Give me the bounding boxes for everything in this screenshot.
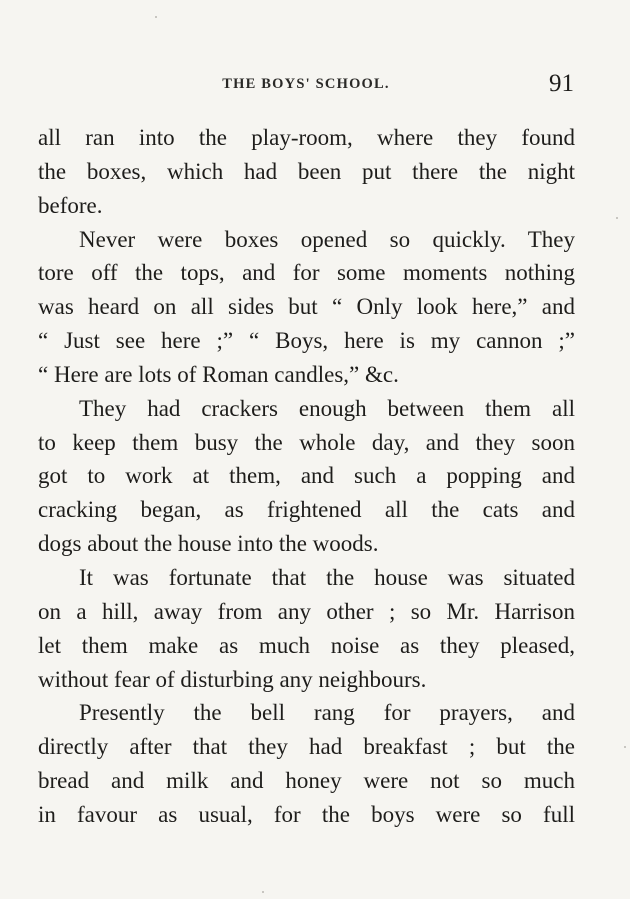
page-number: 91 — [549, 70, 574, 97]
text-line: They had crackers enough between them all — [79, 395, 575, 421]
text-line: dogs about the house into the woods. — [38, 531, 379, 557]
running-head — [38, 70, 574, 100]
text-line: got to work at them, and such a popping and — [38, 463, 575, 489]
text-line: tore off the tops, and for some moments nothing — [38, 260, 575, 286]
text-line: was heard on all sides but “ Only look here,” and — [38, 294, 575, 320]
text-line: Presently the bell rang for prayers, and — [79, 700, 575, 726]
text-line: to keep them busy the whole day, and they soon — [38, 429, 575, 455]
text-line: all ran into the play-room, where they found — [38, 125, 575, 150]
text-line: cracking began, as frightened all the cats and — [38, 497, 575, 523]
paper-speck — [155, 16, 157, 18]
paper-speck — [262, 891, 264, 893]
text-line: bread and milk and honey were not so much — [38, 768, 575, 794]
text-line: Never were boxes opened so quickly. They — [79, 226, 575, 252]
text-line: in favour as usual, for the boys were so full — [38, 801, 575, 827]
body-text — [38, 121, 575, 832]
text-line: directly after that they had breakfast ; but the — [38, 734, 575, 760]
running-title: THE BOYS' SCHOOL. — [222, 76, 390, 92]
text-line: on a hill, away from any other ; so Mr. Harrison — [38, 598, 575, 624]
paper-speck — [616, 217, 618, 219]
text-line: before. — [38, 192, 103, 218]
text-line: “ Just see here ;” “ Boys, here is my cannon ;” — [38, 328, 575, 354]
text-line: “ Here are lots of Roman candles,” &c. — [38, 361, 399, 387]
text-line: It was fortunate that the house was situated — [79, 564, 575, 590]
text-line: let them make as much noise as they pleased, — [38, 632, 575, 658]
text-line: the boxes, which had been put there the night — [38, 158, 575, 184]
paper-speck — [624, 746, 626, 748]
text-line: without fear of disturbing any neighbours. — [38, 666, 427, 692]
